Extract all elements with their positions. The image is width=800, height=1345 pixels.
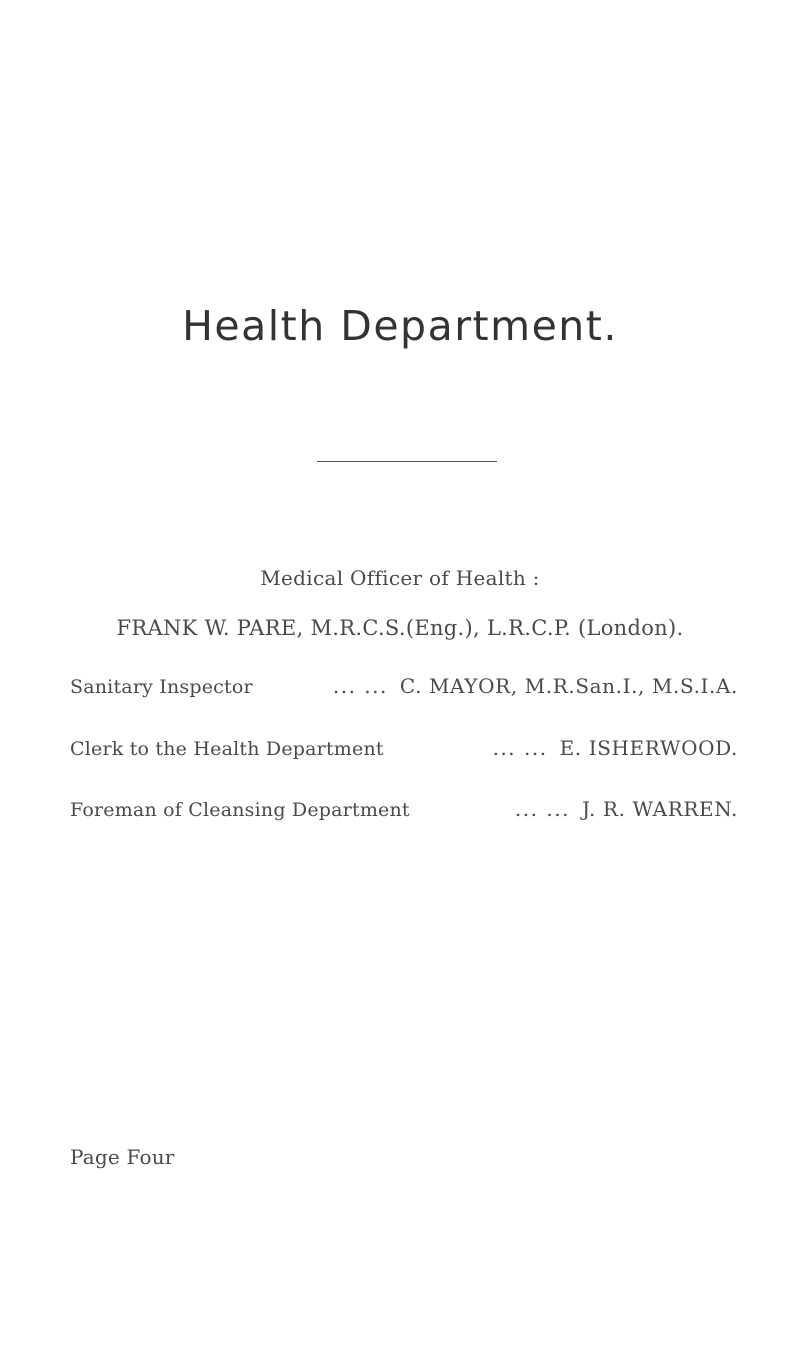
staff-name: E. ISHERWOOD. bbox=[559, 736, 738, 760]
page-number: Page Four bbox=[70, 1145, 175, 1169]
staff-entry bbox=[493, 736, 738, 760]
staff-name: J. R. WARREN. bbox=[581, 797, 738, 821]
leader-dots: ... ... bbox=[492, 736, 548, 760]
staff-row-sanitary-inspector bbox=[70, 674, 738, 698]
staff-name: C. MAYOR, M.R.San.I., M.S.I.A. bbox=[399, 674, 738, 698]
leader-dots: ... ... bbox=[514, 797, 570, 821]
page-title: Health Department. bbox=[182, 302, 618, 350]
staff-entry bbox=[515, 797, 738, 821]
staff-entry bbox=[333, 674, 738, 698]
staff-role: Sanitary Inspector bbox=[70, 676, 253, 698]
staff-row-clerk bbox=[70, 736, 738, 760]
staff-row-foreman bbox=[70, 797, 738, 821]
staff-role: Clerk to the Health Department bbox=[70, 738, 384, 760]
title-divider bbox=[317, 461, 497, 462]
medical-officer-label: Medical Officer of Health : bbox=[260, 566, 540, 590]
leader-dots: ... ... bbox=[332, 674, 388, 698]
medical-officer-name: FRANK W. PARE, M.R.C.S.(Eng.), L.R.C.P. (London). bbox=[116, 616, 684, 640]
staff-role: Foreman of Cleansing Department bbox=[70, 799, 410, 821]
